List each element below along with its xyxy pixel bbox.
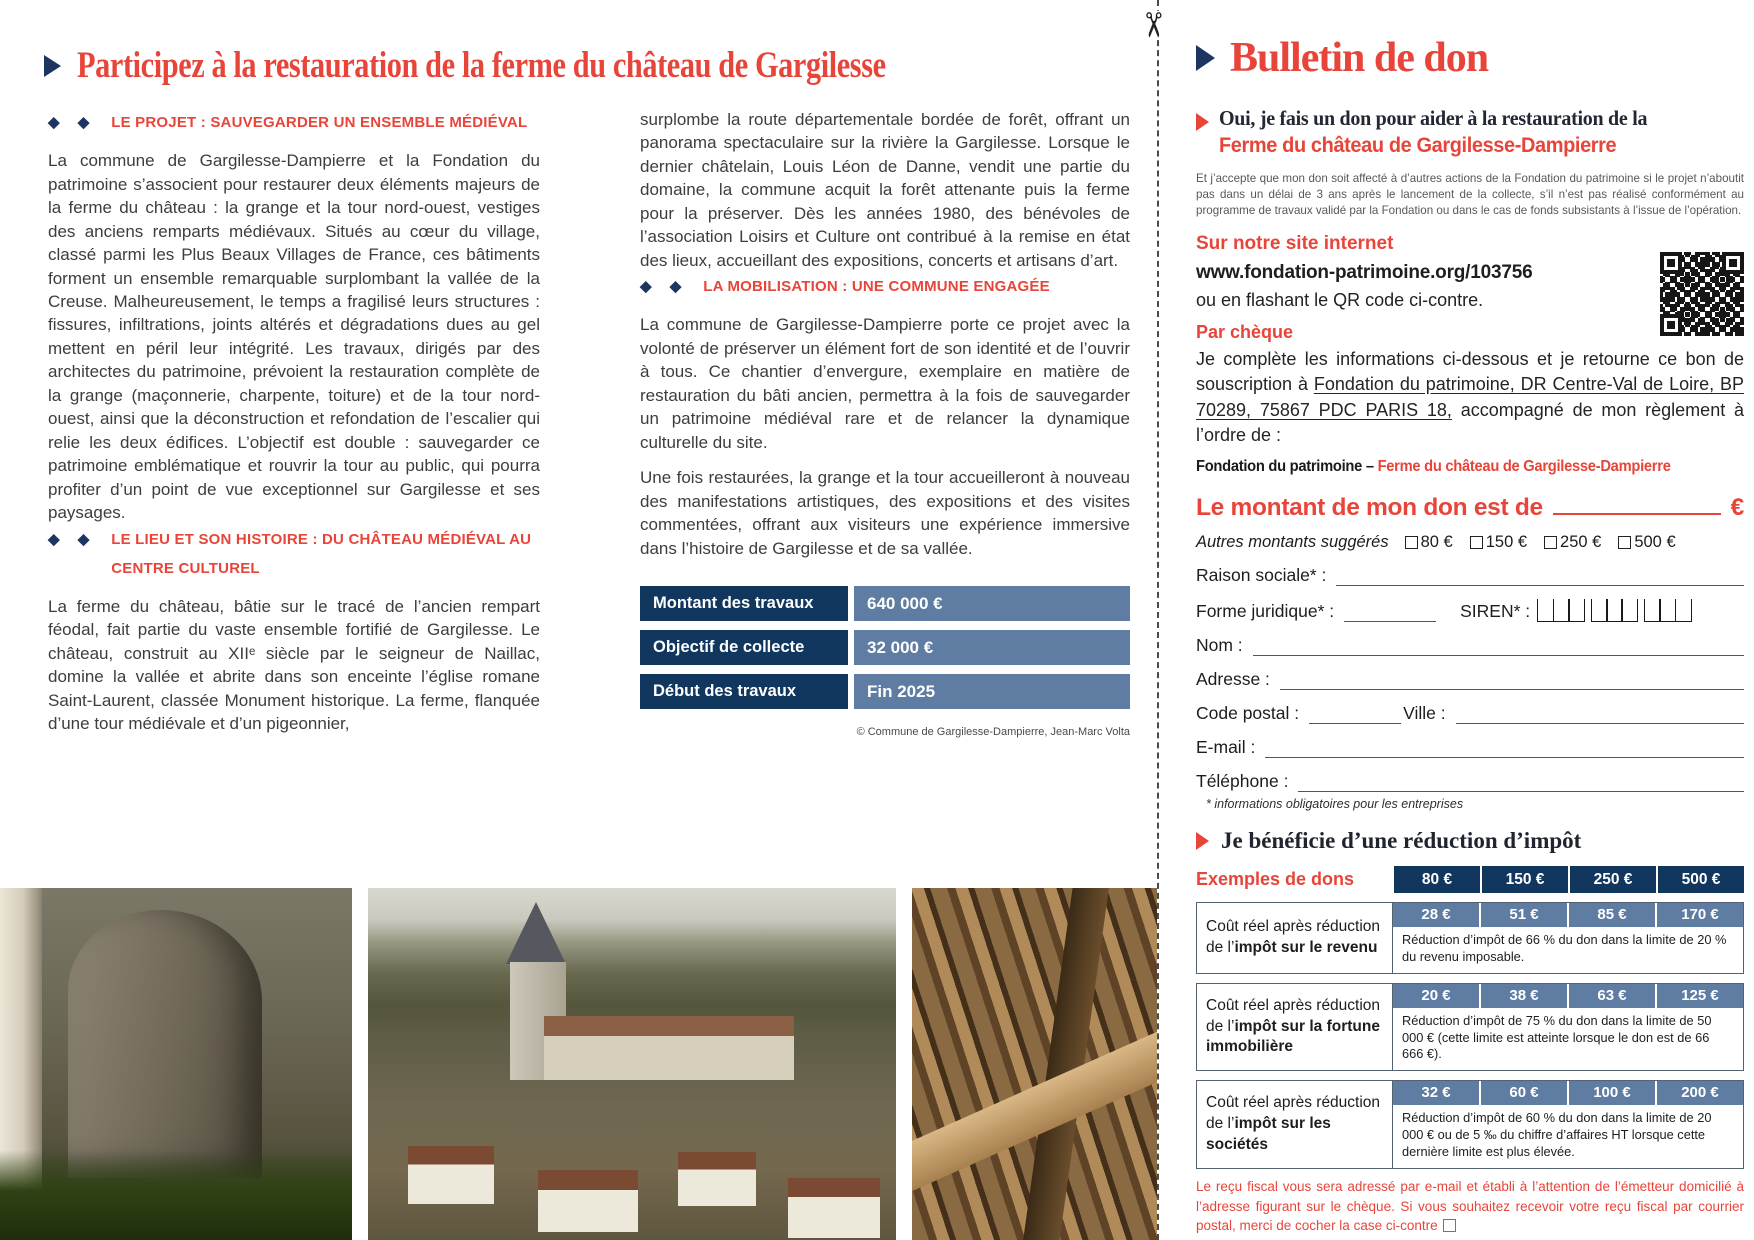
field-label: Adresse : [1196,668,1270,689]
cheque-mailing-address: Fondation du patrimoine, DR Centre-Val de Loire, BP 70289, 75867 PDC PARIS 18, [1196,374,1745,420]
code-postal-input-line[interactable] [1309,704,1401,724]
diamond-icons: ◆ ◆ [640,278,689,296]
field-label: Nom : [1196,634,1243,655]
tax-heading-row [1196,828,1744,854]
tax-row-label: Coût réel après réduction de l’impôt sur les sociétés [1197,1081,1393,1168]
tax-row-label: Coût réel après réduction de l’impôt sur la fortune immobilière [1197,984,1393,1071]
suggested-amount-option[interactable] [1618,533,1675,552]
receipt-note-text: Le reçu fiscal vous sera adressé par e-mail et établi à l’attention de l’émetteur domicilié à l’adresse figurant sur le chèque. Si vous souhaitez recevoir votre reçu fiscal par courrier postal, merci de cocher la case ci-contre [1196,1178,1744,1234]
mobilisation-paragraph-1: La commune de Gargilesse-Dampierre porte ce projet avec la volonté de préserver un élément fort de son identité et de l’ouvrir à tous. Ce chantier d’envergure, exemplaire en matière de restauration du bâti ancien, permettra à la fois de sauvegarder un patrimoine médiéval rare et de relancer la dynamique culturelle du site. [640,315,1130,452]
suggested-amount-text: 500 € [1634,532,1676,551]
triangle-bullet-icon [1196,113,1209,131]
tower-shape [68,910,262,1178]
pledge-line-1: Oui, je fais un don pour aider à la restauration de la [1219,106,1648,130]
checkbox-icon[interactable] [1618,536,1631,549]
project-stats-table [640,586,1130,709]
payee-line [1196,458,1717,476]
example-amount: 150 € [1482,866,1568,893]
pledge-row [1196,106,1744,158]
tax-row-income [1196,902,1744,974]
website-heading: Sur notre site internet [1196,232,1394,254]
stat-label: Montant des travaux [640,586,848,621]
example-amount: 80 € [1394,866,1480,893]
page-title: Participez à la restauration de la ferme du château de Gargilesse [77,45,886,86]
section-heading-history [48,525,540,584]
table-row [640,674,1130,709]
field-raison-sociale [1196,565,1744,586]
dashed-cut-line [1157,0,1159,1240]
siren-input-boxes[interactable] [1539,599,1691,622]
amount-input-line[interactable] [1553,491,1721,515]
photo-village-church [368,888,896,1240]
section-heading-text: LA MOBILISATION : UNE COMMUNE ENGAGÉE [703,278,1050,296]
cheque-instructions [1196,347,1744,449]
field-label: Forme juridique* : [1196,600,1335,621]
form-title: Bulletin de don [1230,35,1489,81]
diamond-icons: ◆ ◆ [48,530,97,548]
forme-juridique-input-line[interactable] [1344,602,1436,622]
section-heading-text: LE LIEU ET SON HISTOIRE : DU CHÂTEAU MÉDIÉVAL AU CENTRE CULTUREL [111,530,532,577]
triangle-bullet-icon [1196,45,1215,71]
suggested-amount-option[interactable] [1405,533,1453,552]
stat-label: Objectif de collecte [640,630,848,665]
house-shape [678,1152,756,1206]
suggested-amount-option[interactable] [1544,533,1601,552]
tax-row-description: Réduction d’impôt de 75 % du don dans la limite de 50 000 € (cette limite est atteinte lorsque le don est de 66 666 €). [1402,1012,1712,1062]
field-forme-juridique-siren [1196,599,1744,622]
cheque-text-pre: Je complète les informations ci-dessous et je retourne ce bon de souscription à [1196,348,1744,395]
example-amount: 500 € [1658,866,1744,893]
tax-row-values: 28 € 51 € 85 € 170 € [1393,903,1743,927]
fiscal-receipt-note [1196,1177,1744,1236]
tax-row-corporate [1196,1080,1744,1169]
section-heading-text: LE PROJET : SAUVEGARDER UN ENSEMBLE MÉDIÉVAL [111,114,528,131]
brochure-title-row [44,44,1063,87]
example-amount: 250 € [1570,866,1656,893]
house-shape [788,1178,880,1238]
tax-row-description: Réduction d’impôt de 60 % du don dans la limite de 20 000 € ou de 5 ‰ du chiffre d’affaires HT lorsque cette dernière limite est plus élevée. [1402,1110,1712,1160]
pledge-line-2: Ferme du château de Gargilesse-Dampierre [1219,134,1617,157]
history-paragraph-col1: La ferme du château, bâtie sur le tracé de l’ancien rempart féodal, fait partie du vaste ensemble fortifié de Gargilesse. Le château, construit au XIIᵉ siècle par le seigneur de Naillac, domine la vallée et abrite dans son enceinte l’église romane Saint-Laurent, classée Monument historique. La ferme, flanquée d’une tour médiévale et d’un pigeonnier, [48,597,540,734]
suggested-amount-text: 150 € [1485,532,1528,551]
field-label: Téléphone : [1196,770,1289,791]
brochure-column-2 [640,108,1130,740]
qr-instruction: ou en flashant le QR code ci-contre. [1196,289,1484,310]
photo-stone-tower [0,888,352,1240]
triangle-bullet-icon [44,55,61,77]
field-label: SIREN* : [1460,600,1531,621]
field-label: Raison sociale* : [1196,564,1327,585]
tax-row-label: Coût réel après réduction de l’impôt sur le revenu [1197,903,1393,973]
field-label: E-mail : [1196,736,1256,757]
examples-label: Exemples de dons [1196,868,1355,889]
qr-code [1660,252,1744,336]
brochure-column-1 [48,108,540,736]
tax-row-description: Réduction d’impôt de 66 % du don dans la limite de 20 % du revenu imposable. [1402,931,1727,964]
field-telephone [1196,771,1744,792]
photo-strip [0,888,1160,1240]
diamond-icons: ◆ ◆ [48,114,97,131]
receipt-checkbox[interactable] [1443,1219,1456,1232]
ville-input-line[interactable] [1456,704,1744,724]
church-nave-shape [544,1016,794,1080]
cheque-text-post: accompagné de mon règlement à l’ordre de : [1196,399,1744,446]
qr-finder-icon [1660,314,1682,336]
payee-project: Ferme du château de Gargilesse-Dampierre [1377,457,1671,475]
tax-row-body [1393,903,1743,973]
tax-row-wealth [1196,983,1744,1072]
field-email [1196,737,1744,758]
section-heading-project [48,108,540,137]
photo-roof-beams [912,888,1157,1240]
form-title-row [1196,34,1744,82]
tax-row-body [1393,984,1743,1071]
telephone-input-line[interactable] [1298,772,1744,792]
email-input-line[interactable] [1265,738,1744,758]
suggested-label: Autres montants suggérés [1196,532,1389,551]
donation-amount-row [1196,491,1744,522]
triangle-bullet-icon [1196,832,1209,850]
raison-sociale-input-line[interactable] [1336,566,1744,586]
payee-org: Fondation du patrimoine – [1196,457,1378,475]
mandatory-fields-note: * informations obligatoires pour les entreprises [1206,796,1464,811]
qr-finder-icon [1660,252,1682,274]
currency-symbol: € [1730,493,1744,521]
stat-value: 32 000 € [854,630,1130,665]
mobilisation-paragraph-2: Une fois restaurées, la grange et la tour accueilleront à nouveau des manifestations artistiques, des expositions et des visites commentées, offrant aux visiteurs une expérience immersive dans l’histoire de Gargilesse et de sa vallée. [640,468,1130,558]
qr-finder-icon [1722,252,1744,274]
field-adresse [1196,669,1744,690]
stat-value: 640 000 € [854,586,1130,621]
section-heading-mobilisation [640,272,1130,301]
donation-url[interactable]: www.fondation-patrimoine.org/103756 [1196,261,1533,283]
suggested-amount-option[interactable] [1470,533,1527,552]
tax-heading: Je bénéficie d’une réduction d’impôt [1221,827,1582,853]
suggested-amount-text: 80 € [1420,532,1453,551]
stat-value: Fin 2025 [854,674,1130,709]
photo-credit: © Commune de Gargilesse-Dampierre, Jean-Marc Volta [856,725,1130,738]
tax-row-body [1393,1081,1743,1168]
church-spire-shape [506,902,566,964]
amount-label: Le montant de mon don est de [1196,493,1543,521]
tax-row-values: 32 € 60 € 100 € 200 € [1393,1081,1743,1105]
house-shape [408,1146,494,1204]
table-row [640,586,1130,621]
field-label: Ville : [1403,702,1446,723]
pledge-text [1219,106,1679,158]
tax-row-values: 20 € 38 € 63 € 125 € [1393,984,1743,1008]
table-row [640,630,1130,665]
field-code-postal-ville [1196,703,1744,724]
nom-input-line[interactable] [1253,636,1744,656]
checkbox-icon[interactable] [1544,536,1557,549]
project-paragraph: La commune de Gargilesse-Dampierre et la Fondation du patrimoine s’associent pour restaurer deux éléments majeurs de la ferme du château : la grange et la tour nord-ouest, vestiges des anciens remparts médiévaux. Situés au cœur du village, classé parmi les Plus Beaux Villages de France, ces bâtiments forment un ensemble remarquable surplombant la vallée de la Creuse. Malheureusement, le temps a fragilisé leurs structures : fissures, infiltrations, joints altérés et dégradations dues au gel mettent en péril leur intégrité. Les travaux, dirigés par des architectes du patrimoine, prévoient la restauration complète de la grange (maçonnerie, charpente, toiture) et de la tour nord-ouest, ainsi que la déconstruction et refondation de l’escalier qui relie les deux édifices. L’objectif est double : sauvegarder ce patrimoine emblématique et rouvrir la tour au public, qui pourra profiter d’un point de vue exceptionnel sur Gargilesse et ses paysages. [48,151,540,523]
legal-disclaimer: Et j’accepte que mon don soit affecté à d’autres actions de la Fondation du patrimoine si le projet n’aboutit pas dans un délai de 3 ans après le lancement de la collecte, s’il n’est pas réalisé conformément au programme de travaux validé par la Fondation ou dans le cas de fonds subsistants à l’issue de l’opération. [1196,172,1744,218]
tax-examples-header [1196,866,1744,893]
checkbox-icon[interactable] [1470,536,1483,549]
donation-form [1196,34,1744,1236]
scissors-icon: ✂ [1133,10,1172,40]
cheque-heading: Par chèque [1196,321,1294,342]
history-paragraph-col2: surplombe la route départementale bordée de forêt, offrant un panorama spectaculaire sur la rivière la Gargilesse. Lorsque le dernier châtelain, Louis Léon de Danne, vendit une partie du domaine, la commune acquit la forêt attenante puis la ferme pour la préserver. Dès les années 1980, des bénévoles de l’association Loisirs et Culture ont contribué à la remise en état des lieux, accueillant des expositions, concerts et artisans d’art. [640,110,1130,270]
field-nom [1196,635,1744,656]
house-shape [538,1170,638,1232]
checkbox-icon[interactable] [1405,536,1418,549]
field-label: Code postal : [1196,702,1300,723]
adresse-input-line[interactable] [1280,670,1744,690]
suggested-amounts-row [1196,533,1744,552]
foliage-detail [0,1150,352,1240]
suggested-amount-text: 250 € [1560,532,1602,551]
stat-label: Début des travaux [640,674,848,709]
